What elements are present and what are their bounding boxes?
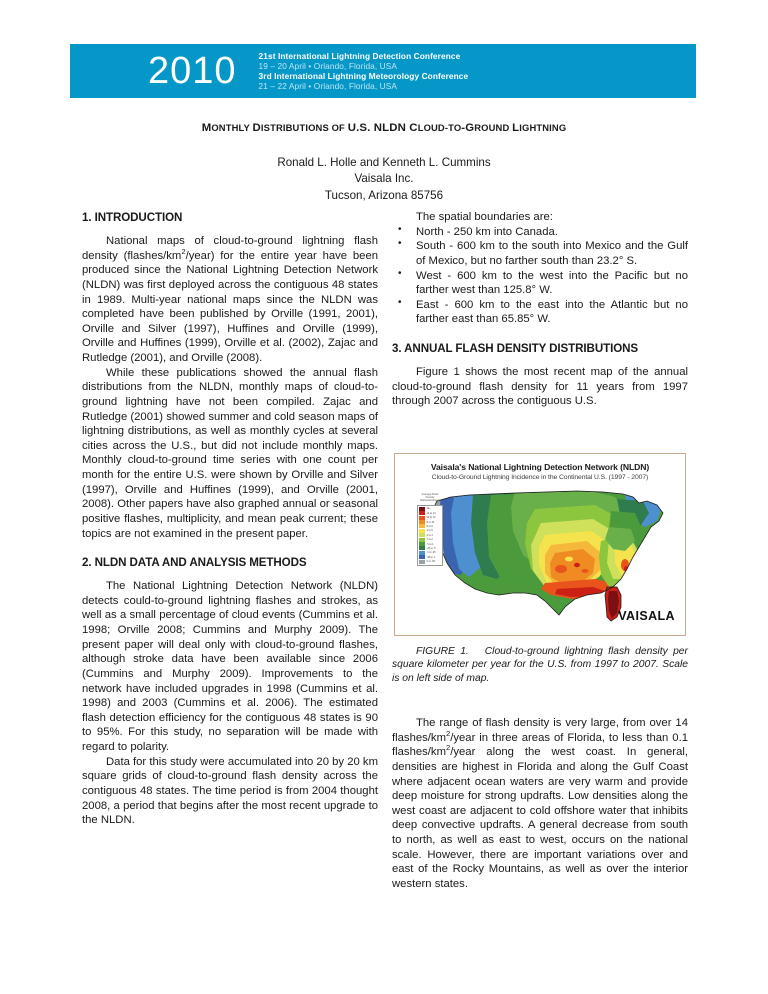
map-legend-label: .1 to .25	[426, 551, 436, 555]
intro-p1-part-a: National maps of cloud-to-ground lightning flash density (flashes/km	[82, 235, 378, 262]
map-legend-label: 0 to .05	[426, 560, 435, 564]
lightning-density-map	[395, 483, 686, 629]
right-column	[392, 210, 688, 409]
conference-banner	[70, 44, 696, 98]
left-column	[82, 210, 378, 828]
figure-caption	[392, 645, 688, 685]
figure-map-title: Vaisala's National Lightning Detection Network (NLDN)	[430, 462, 650, 472]
map-legend-row	[419, 559, 441, 563]
figure-caption-text	[474, 646, 485, 657]
map-legend-swatches	[417, 505, 443, 566]
heading-methods: 2. NLDN DATA AND ANALYSIS METHODS	[82, 556, 307, 570]
annual-p2-part-c: /year along the west coast. In general, densities are highest in Florida and along the Gulf Coast where adjacent ocean waters are very warm and provide deep moisture for strong updrafts. Low densities along the west coast are adjacent to cold offshore water that inhibits deep convective updrafts. A general decrease from south to north, as well as east to west, occurs on the national scale. However, there are important variations over and east of the Rocky Mountains, as well as over the interior western states.	[392, 746, 688, 890]
map-legend-label: 1 to 2	[426, 538, 433, 542]
list-item: • North - 250 km into Canada.	[392, 225, 688, 240]
author-block	[64, 155, 704, 204]
annual-p2-part-a: The range of flash density is very large, from over 14 flashes/km	[392, 717, 688, 744]
map-legend-color-chip	[419, 520, 425, 524]
banner-conference-2-title: 3rd International Lightning Meteorology Conference	[258, 71, 469, 81]
map-legend-label: 8 to 10	[426, 520, 435, 524]
map-legend-label: .5 to 1	[426, 542, 434, 546]
figure-caption-body: Cloud-to-ground lightning flash density per square kilometer per year for the U.S. from 1997 to 2007. Scale is on left side of map.	[392, 646, 688, 684]
map-legend	[417, 493, 443, 566]
map-legend-color-chip	[419, 546, 425, 550]
list-item: • South - 600 km to the south into Mexico and the Gulf of Mexico, but no farther south than 23.2° S.	[392, 239, 688, 268]
map-legend-label: .05 to .1	[426, 555, 436, 559]
figure-map-subtitle: Cloud-to-Ground Lightning Incidence in the Continental U.S. (1997 - 2007)	[431, 474, 649, 481]
author-names: Ronald L. Holle and Kenneth L. Cummins	[277, 156, 491, 169]
figure-caption-label: FIGURE 1.	[416, 646, 469, 657]
map-legend-color-chip	[419, 555, 425, 559]
page-title	[64, 122, 704, 134]
page-title-part-3: ISTRIBUTIONS OF	[260, 122, 348, 133]
map-legend-label: .25 to .5	[426, 546, 436, 550]
page-title-part-4: U.S. NLDN C	[347, 122, 418, 134]
list-item: • East - 600 km to the east into the Atlantic but no farther east than 65.85° W.	[392, 298, 688, 327]
map-legend-color-chip	[419, 551, 425, 555]
page-title-part-9: ROUND	[474, 122, 513, 133]
right-column-tail	[392, 716, 688, 892]
page-title-part-10: L	[512, 122, 520, 134]
banner-conference-1-dates: 19 – 20 April • Orlando, Florida, USA	[258, 60, 398, 71]
map-legend-label: 6 to 8	[426, 524, 433, 528]
banner-year: 2010	[148, 50, 237, 92]
map-legend-color-chip	[419, 524, 425, 528]
spatial-boundaries-list	[392, 225, 688, 327]
heading-annual-flash-density: 3. ANNUAL FLASH DENSITY DISTRIBUTIONS	[392, 342, 639, 355]
methods-paragraph-2: Data for this study were accumulated into 20 by 20 km square grids of cloud-to-ground flash density across the contiguous 48 states. The time period is from 2004 thought 2008, a period that begins after the most recent upgrade to the NLDN.	[82, 755, 378, 827]
page-title-part-11: IGHTNING	[519, 122, 567, 133]
page-title-part-7: TO	[448, 122, 462, 133]
annual-p2-part-b: /year in three areas of Florida, to less than 0.1 flashes/km	[392, 731, 688, 759]
map-legend-color-chip	[419, 516, 425, 520]
methods-paragraph-1: The National Lightning Detection Network (NLDN) detects could-to-ground lightning flashes and strokes, as well as a small percentage of cloud events (Cummins et al. 1998; Orville 2008; Cummins and Murphy 2009). The present paper will deal only with cloud-to-ground flashes, although stroke data have been available since 2006 (Cummins and Murphy 2009). Improvements to the network have included upgrades in 1998 (Cummins et al. 1998) and 2003 (Cummins et al. 2006). The estimated flash detection efficiency for the contiguous 48 states is 90 to 95%. For this study, no separation will be made with regard to polarity.	[82, 580, 378, 753]
author-location: Tucson, Arizona 85756	[324, 188, 444, 202]
map-legend-color-chip	[419, 529, 425, 533]
list-item: • West - 600 km to the west into the Pacific but no farther west than 125.8° W.	[392, 269, 688, 298]
map-legend-label: 14+	[426, 507, 431, 511]
heading-introduction: 1. INTRODUCTION	[82, 211, 183, 224]
intro-paragraph-2: While these publications showed the annual flash distributions from the NLDN, monthly maps of cloud-to-ground lightning have not been compiled. Zajac and Rutledge (2001) showed summer and cold season maps of lightning distributions, as well as monthly cycles at several cities across the U.S., but did not include monthly maps. Monthly cloud-to-ground time series with one count per month for the entire U.S. were shown by Orville and Silver (1997), Orville and Huffines (1999), and Orville (2001, 2008). Other papers have also graphed annual or seasonal positive flashes, multiplicity, and mean peak current; these topics are not examined in the present paper.	[82, 366, 378, 540]
map-legend-label: 2 to 4	[426, 533, 433, 537]
banner-conference-2-dates: 21 – 22 April • Orlando, Florida, USA	[258, 81, 398, 92]
annual-p2-superscript-1: 2	[446, 728, 451, 738]
page-title-part-8: -G	[461, 122, 475, 134]
page-title-part-2: D	[252, 122, 261, 134]
banner-conference-1-title: 21st International Lightning Detection Conference	[258, 50, 461, 61]
map-legend-label: 4 to 6	[426, 529, 433, 533]
page-title-part-5: LOUD	[417, 122, 445, 133]
page-title-part-1: ONTHLY	[211, 122, 253, 133]
annual-paragraph-2	[392, 716, 688, 892]
intro-paragraph-1	[82, 234, 378, 366]
figure-1	[394, 453, 686, 636]
map-legend-color-chip	[419, 511, 425, 515]
banner-conference-lines	[259, 51, 469, 91]
map-legend-title: Average Flash Density flashes/km2/year	[420, 493, 440, 503]
annual-paragraph-1: Figure 1 shows the most recent map of the annual cloud-to-ground flash density for 11 years from 1997 through 2007 across the contiguous U.S.	[392, 366, 688, 408]
map-legend-color-chip	[419, 533, 425, 537]
map-legend-color-chip	[419, 560, 425, 564]
page-title-part-0: M	[201, 122, 212, 134]
intro-p1-superscript: 2	[181, 246, 186, 256]
boundaries-lead: The spatial boundaries are:	[416, 211, 553, 223]
map-legend-label: 10 to 12	[426, 516, 436, 520]
map-legend-color-chip	[419, 507, 425, 511]
intro-p1-part-b: /year) for the entire year have been produced since the National Lightning Detection Network (NLDN) was first deployed across the contiguous 48 states in 1989. Multi-year national maps since the NLDN was completed have been published by Orville (1991, 2001), Orville and Silver (1997), Huffines and Orville (1999), Orville and Huffines (1999), Orville et al. (2002), Zajac and Rutledge (2001), and Orville (2008).	[82, 249, 379, 364]
page-title-part-6: -	[444, 122, 449, 133]
vaisala-logo: VAISALA	[618, 609, 675, 623]
map-legend-color-chip	[419, 542, 425, 546]
author-affiliation: Vaisala Inc.	[354, 172, 414, 186]
map-legend-label: 12 to 14	[426, 511, 436, 515]
map-legend-color-chip	[419, 538, 425, 542]
annual-p2-superscript-2: 2	[446, 743, 451, 753]
